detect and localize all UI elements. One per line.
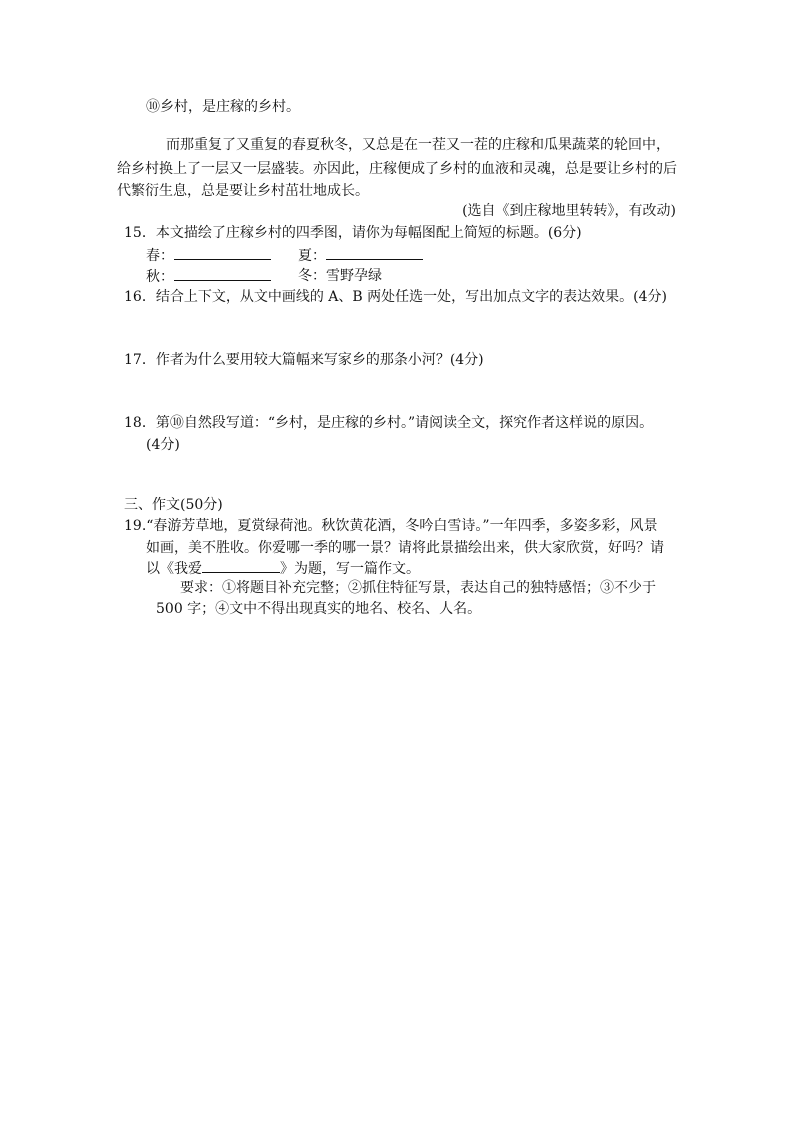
requirements-line-1: 要求：①将题目补充完整；②抓住特征写景，表达自己的独特感悟；③不少于	[180, 580, 656, 596]
q15-summer-row	[298, 244, 423, 267]
q19-title-prefix: 以《我爱	[146, 561, 202, 577]
q15-summer-blank	[326, 244, 423, 260]
q15-autumn-row	[146, 265, 271, 288]
q15-spring-label: 春：	[146, 248, 174, 264]
question-19-line-2: 如画，美不胜收。你爱哪一季的哪一景？请将此景描绘出来，供大家欣赏，好吗？请	[146, 540, 664, 556]
question-19-line-1: 19.“春游芳草地，夏赏绿荷池。秋饮黄花酒，冬吟白雪诗。”一年四季，多姿多彩，风景	[124, 518, 658, 534]
paragraph-11-line-3: 代繁衍生息，总是要让乡村茁壮地成长。	[117, 183, 369, 199]
q15-spring-row	[146, 244, 271, 267]
paragraph-11-line-1: 而那重复了又重复的春夏秋冬，又总是在一茬又一茬的庄稼和瓜果蔬菜的轮回中，	[166, 137, 670, 153]
question-17: 17．作者为什么要用较大篇幅来写家乡的那条小河？(4分)	[124, 352, 484, 368]
paragraph-11-line-2: 给乡村换上了一层又一层盛装。亦因此，庄稼便成了乡村的血液和灵魂，总是要让乡村的后	[117, 161, 677, 177]
q15-autumn-label: 秋：	[146, 269, 174, 285]
q19-title-suffix: 》为题，写一篇作文。	[280, 561, 420, 577]
q15-summer-label: 夏：	[298, 248, 326, 264]
q19-title-blank	[202, 557, 280, 573]
question-18-line-2: (4分)	[146, 437, 180, 453]
paragraph-10: ⑩乡村，是庄稼的乡村。	[146, 99, 300, 115]
q15-spring-blank	[174, 244, 271, 260]
composition-heading: 三、作文(50分)	[124, 497, 223, 513]
question-18-line-1: 18．第⑩自然段写道：“乡村，是庄稼的乡村。”请阅读全文，探究作者这样说的原因。	[124, 415, 654, 431]
question-15: 15．本文描绘了庄稼乡村的四季图，请你为每幅图配上简短的标题。(6分)	[124, 225, 582, 241]
q15-winter-title: 冬：雪野孕绿	[298, 268, 382, 284]
q15-autumn-blank	[174, 265, 271, 281]
question-16: 16．结合上下文，从文中画线的 A、B 两处任选一处，写出加点文字的表达效果。(4分)	[124, 289, 667, 305]
requirements-line-2: 500 字；④文中不得出现真实的地名、校名、人名。	[156, 601, 482, 617]
source-citation: (选自《到庄稼地里转转》，有改动)	[462, 203, 676, 219]
